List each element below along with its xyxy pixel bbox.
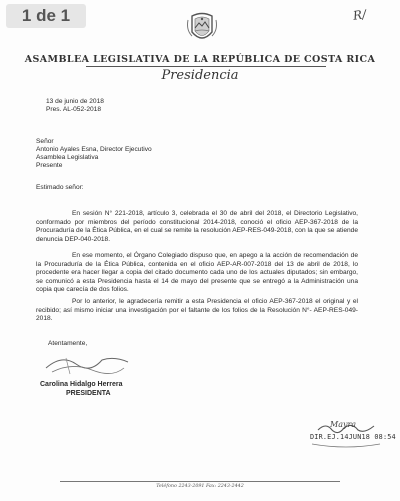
handwritten-corner-mark: R/ [352, 7, 367, 23]
closing: Atentamente, [48, 340, 88, 347]
page-counter-badge: 1 de 1 [6, 4, 86, 28]
recipient-presence: Presente [36, 162, 63, 169]
body-paragraph-3: Por lo anterior, le agradecería remitir a esta Presidencia el oficio AEP-367-2018 el original y el recibido; así mismo iniciar una investigación por el faltante de los folios de la Resolución N°- AEP-RES-049-2018. [36, 298, 358, 323]
letter-date: 13 de junio de 2018 [46, 98, 104, 105]
footer-rule [60, 481, 340, 482]
coat-of-arms-seal-icon [184, 10, 220, 46]
letter-reference: Pres. AL-052-2018 [46, 106, 101, 113]
letterhead-org-name: ASAMBLEA LEGISLATIVA DE LA REPÚBLICA DE COSTA RICA [24, 54, 376, 65]
stamp-received-text: DIR.EJ.14JUN18 08:54 [310, 433, 396, 441]
stamp-handwritten-name: Mayra [330, 420, 357, 429]
recipient-name: Antonio Ayales Esna, Director Ejecutivo [36, 146, 152, 153]
body-paragraph-2: En ese momento, el Órgano Colegiado dispuso que, en apego a la acción de recomendación de la Procuraduría de la Ética Pública, contenida en el oficio AEP-AR-007-2018 del 13 de abril de 2018, lo procedente era hacer llegar a copia del citado documento cada uno de los actuales diputados; sin embargo, se comunicó a esta Presidencia hasta el 14 de mayo del presente que se entregó a la Administración una copia que carecía de dos folios. [36, 252, 358, 294]
letterhead-rule [86, 66, 326, 67]
letterhead-department: Presidencia [161, 68, 239, 83]
greeting: Estimado señor: [36, 184, 84, 191]
recipient-institution: Asamblea Legislativa [36, 154, 99, 161]
signatory-title: PRESIDENTA [66, 390, 111, 397]
recipient-salutation: Señor [36, 138, 54, 145]
footer-contact: Teléfono 2243-2091 Fax: 2243-2442 [156, 484, 244, 489]
signatory-name: Carolina Hidalgo Herrera [40, 381, 123, 388]
body-paragraph-1: En sesión N° 221-2018, artículo 3, celebrada el 30 de abril del 2018, el Directorio Legislativo, conformado por miembros del período constitucional 2014-2018, conoció el oficio AEP-367-2018 de la Procuraduría de la Ética Pública, en el cual se remite la resolución AEP-RES-049-2018, con la que se atiende denuncia DEP-040-2018. [36, 210, 358, 243]
handwritten-signature-icon [42, 350, 132, 376]
